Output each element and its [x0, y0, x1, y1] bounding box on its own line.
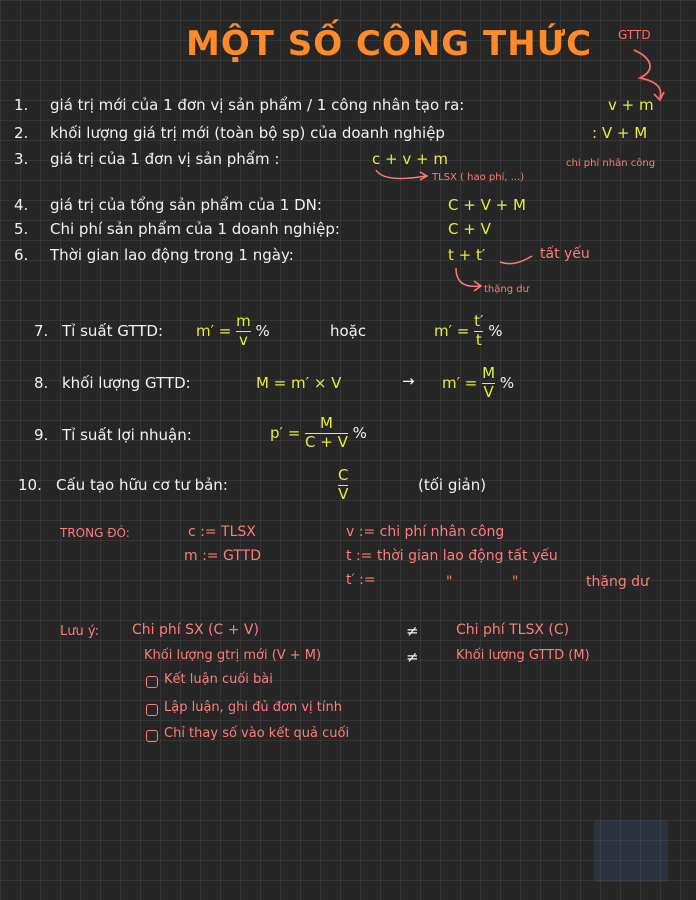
note-row-2-left: Khối lượng gtrị mới (V + M)	[144, 648, 322, 663]
item-7-pct: %	[255, 321, 270, 340]
item-9-denominator: C + V	[305, 432, 348, 451]
item-7-pct-2: %	[488, 321, 503, 340]
item-3-text: giá trị của 1 đơn vị sản phẩm :	[50, 150, 280, 168]
item-1-text: giá trị mới của 1 đơn vị sản phẩm / 1 công nhân tạo ra:	[50, 96, 465, 114]
note-row-1-right: Chi phí TLSX (C)	[456, 622, 570, 638]
item-7-lhs: m′ =	[196, 321, 232, 340]
item-9-numerator: M	[319, 414, 333, 432]
checkbox-icon	[146, 704, 158, 716]
item-1-num: 1.	[14, 96, 29, 114]
item-8-fraction	[482, 366, 495, 401]
note-row-1-left: Chi phí SX (C + V)	[132, 622, 259, 638]
item-4-formula: C + V + M	[448, 196, 526, 214]
item-8-formula-2	[442, 366, 514, 401]
item-8-numerator: M	[482, 364, 496, 382]
curved-arrow-icon	[612, 44, 672, 102]
note-row-2-neq: ≠	[406, 648, 419, 666]
item-9-fraction	[305, 416, 348, 451]
def-t-prime: t′ :=	[346, 572, 376, 588]
item-7-numerator-2: t′	[474, 312, 484, 330]
item-7-fraction-2	[474, 314, 483, 349]
checkbox-icon	[146, 730, 158, 742]
gttd-note: GTTD	[618, 28, 651, 42]
item-7-text: Tỉ suất GTTD:	[62, 322, 164, 340]
annotation-c: TLSX ( hao phí, ...)	[432, 172, 525, 183]
item-6-num: 6.	[14, 246, 29, 264]
arrow-icon	[452, 266, 486, 294]
item-7-denominator-2: t	[475, 330, 482, 349]
item-8-denominator: V	[483, 382, 494, 401]
def-v: v := chi phí nhân công	[346, 524, 505, 540]
arrow-icon	[372, 166, 432, 184]
page-title: MỘT SỐ CÔNG THỨC	[186, 24, 593, 64]
item-5-num: 5.	[14, 220, 29, 238]
annotation-tat-yeu: tất yếu	[540, 246, 590, 262]
item-7-lhs-2: m′ =	[434, 321, 470, 340]
item-7-formula-2	[434, 314, 502, 349]
watermark-logo	[594, 820, 668, 882]
item-9-num: 9.	[34, 426, 49, 444]
item-6-text: Thời gian lao động trong 1 ngày:	[50, 246, 294, 264]
item-7-formula	[196, 314, 270, 349]
item-4-text: giá trị của tổng sản phẩm của 1 DN:	[50, 196, 322, 214]
item-7-num: 7.	[34, 322, 49, 340]
annotation-thang-du: thặng dư	[484, 284, 529, 295]
item-10-fraction	[338, 468, 348, 503]
item-6-formula: t + t′	[448, 246, 486, 264]
item-9-lhs: p′ =	[270, 423, 301, 442]
item-7-numerator: m	[236, 312, 251, 330]
item-2-num: 2.	[14, 124, 29, 142]
trong-do-label: TRONG ĐÓ:	[60, 526, 130, 540]
check-item-2: Lập luận, ghi đủ đơn vị tính	[164, 700, 342, 715]
check-item-3: Chỉ thay số vào kết quả cuối	[164, 726, 350, 741]
luu-y-label: Lưu ý:	[60, 624, 99, 639]
item-2-text: khối lượng giá trị mới (toàn bộ sp) của doanh nghiệp	[50, 124, 445, 142]
note-row-1-neq: ≠	[406, 622, 419, 640]
item-7-fraction	[236, 314, 251, 349]
item-8-formula: M = m′ × V	[256, 374, 342, 392]
item-10-num: 10.	[18, 476, 42, 494]
annotation-m: chi phí nhân công	[566, 158, 656, 169]
item-10-numerator: C	[338, 466, 349, 484]
item-8-arrow: →	[402, 372, 415, 390]
item-9-pct: %	[352, 423, 367, 442]
check-item-1: Kết luận cuối bài	[164, 672, 273, 687]
def-m: m := GTTD	[184, 548, 261, 564]
item-8-pct: %	[499, 373, 515, 392]
item-10-text: Cấu tạo hữu cơ tư bản:	[56, 476, 228, 494]
ditto-mark-2: "	[512, 574, 519, 590]
item-8-lhs-2: m′ =	[442, 373, 478, 392]
item-2-formula: : V + M	[592, 124, 648, 142]
item-1-formula: v + m	[608, 96, 654, 114]
item-7-denominator: v	[239, 330, 248, 349]
item-5-formula: C + V	[448, 220, 491, 238]
def-t-prime-rest: thặng dư	[586, 574, 649, 590]
item-3-num: 3.	[14, 150, 29, 168]
item-8-num: 8.	[34, 374, 49, 392]
note-row-2-right: Khối lượng GTTD (M)	[456, 648, 590, 663]
def-t: t := thời gian lao động tất yếu	[346, 548, 558, 564]
item-4-num: 4.	[14, 196, 29, 214]
item-3-formula: c + v + m	[372, 150, 448, 168]
item-10-note: (tối giản)	[418, 476, 487, 494]
item-7-or: hoặc	[330, 322, 367, 340]
ditto-mark-1: "	[446, 574, 453, 590]
item-10-formula	[338, 468, 348, 503]
item-5-text: Chi phí sản phẩm của 1 doanh nghiệp:	[50, 220, 340, 238]
checkbox-icon	[146, 676, 158, 688]
arrow-icon	[498, 250, 538, 268]
item-10-denominator: V	[338, 484, 349, 503]
item-8-text: khối lượng GTTD:	[62, 374, 191, 392]
item-9-text: Tỉ suất lợi nhuận:	[62, 426, 192, 444]
item-9-formula	[270, 416, 367, 451]
def-c: c := TLSX	[188, 524, 256, 540]
